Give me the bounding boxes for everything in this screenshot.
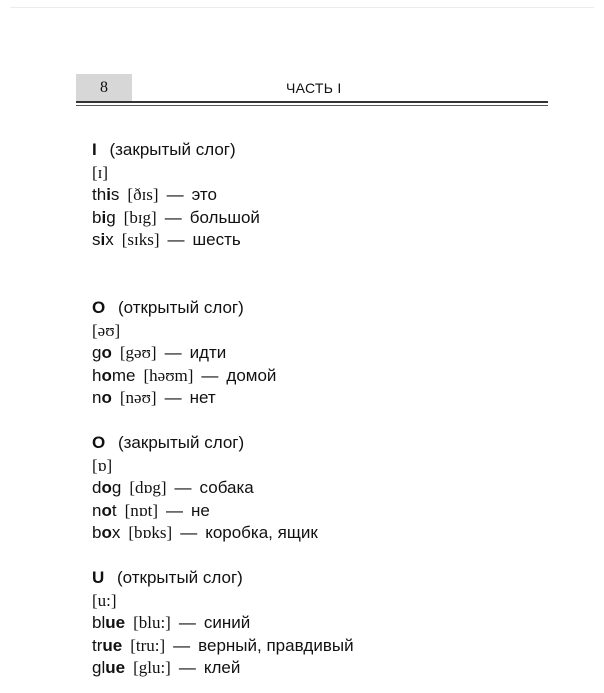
part-title: ЧАСТЬ I: [286, 80, 342, 96]
transcription: [blu:]: [133, 613, 171, 632]
vowel-sound: [ɒ]: [92, 455, 113, 475]
section-heading: [92, 139, 260, 162]
transcription: [ðɪs]: [127, 185, 159, 204]
running-header: [76, 74, 548, 102]
section-heading: [92, 432, 318, 455]
transcription: [glu:]: [133, 658, 171, 677]
page-number: 8: [76, 74, 132, 101]
transcription: [nɒt]: [124, 500, 159, 520]
word-entry: true [tru:] — верный, правдивый: [92, 635, 354, 655]
vowel-letter: U: [92, 568, 105, 587]
translation: коробка, ящик: [205, 523, 318, 542]
header-rule-thin: [76, 105, 548, 106]
translation: не: [191, 500, 210, 520]
translation: синий: [203, 613, 251, 632]
header-rule-thick: [76, 101, 548, 103]
page-top-edge: [10, 7, 594, 8]
transcription: [bɪg]: [123, 207, 157, 227]
word-entry: home [həʊm] — домой: [92, 365, 277, 385]
translation: это: [191, 185, 217, 204]
word-entry: glue [glu:] — клей: [92, 658, 241, 677]
word-entry: blue [blu:] — синий: [92, 613, 251, 632]
vowel-section-o-closed: [92, 432, 318, 545]
translation: домой: [226, 365, 277, 385]
syllable-type: (открытый слог): [117, 298, 244, 317]
word-entry: big [bɪg] — большой: [92, 207, 260, 227]
word-entry: go [gəʊ] — идти: [92, 343, 227, 362]
translation: шесть: [192, 230, 241, 249]
transcription: [gəʊ]: [119, 343, 157, 362]
vowel-section-i-closed: [92, 139, 260, 252]
vowel-sound: [u:]: [92, 590, 117, 610]
word-entry: this [ðɪs] — это: [92, 185, 217, 204]
transcription: [dɒg]: [129, 478, 167, 497]
translation: идти: [189, 343, 227, 362]
vowel-letter: I: [92, 140, 97, 159]
vowel-section-u-open: [92, 567, 354, 680]
syllable-type: (открытый слог): [117, 568, 243, 587]
syllable-type: (закрытый слог): [109, 140, 236, 159]
transcription: [nəʊ]: [119, 388, 157, 407]
translation: клей: [203, 658, 241, 677]
vowel-sound: [əʊ]: [92, 320, 121, 340]
word-entry: dog [dɒg] — собака: [92, 478, 254, 497]
transcription: [tru:]: [130, 635, 166, 655]
word-entry: no [nəʊ] — нет: [92, 388, 216, 407]
word-entry: not [nɒt] — не: [92, 500, 210, 520]
word-entry: box [bɒks] — коробка, ящик: [92, 523, 318, 542]
section-heading: [92, 297, 276, 320]
translation: нет: [189, 388, 216, 407]
transcription: [həʊm]: [143, 365, 194, 385]
section-heading: [92, 567, 354, 590]
vowel-letter: O: [92, 298, 106, 317]
translation: верный, правдивый: [198, 635, 354, 655]
vowel-letter: O: [92, 433, 106, 452]
transcription: [bɒks]: [128, 523, 173, 542]
vowel-sound: [ɪ]: [92, 162, 109, 182]
translation: большой: [189, 207, 260, 227]
translation: собака: [199, 478, 254, 497]
word-entry: six [sɪks] — шесть: [92, 230, 241, 249]
vowel-section-o-open: [92, 297, 276, 410]
syllable-type: (закрытый слог): [117, 433, 245, 452]
transcription: [sɪks]: [121, 230, 160, 249]
